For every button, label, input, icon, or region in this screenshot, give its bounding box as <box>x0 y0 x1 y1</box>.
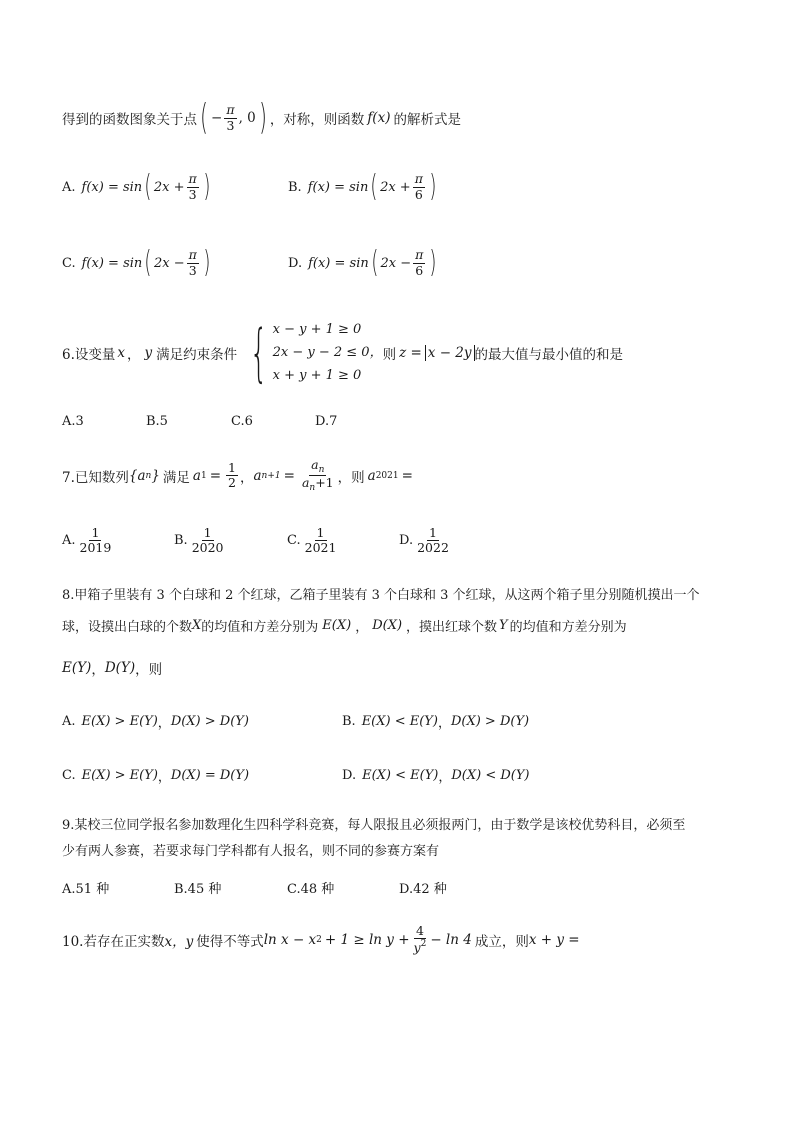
q10-stem: 10.若存在正实数 x，y 使得不等式 ln x − x 2 + 1 ≥ ln y + $\frac{4}{y^2}$ − ln 4 成立，则 x + y = <box>62 923 580 956</box>
q8-option-c[interactable]: C. E(X) > E(Y) ， D(X) = D(Y) <box>62 768 250 785</box>
q5-option-b[interactable]: B. f(x) = sin ( 2x + $\frac{\pi}{6}$ ) <box>288 169 437 204</box>
q7-option-a[interactable]: A. $\frac{1}{2019}$ <box>62 525 112 556</box>
intro-func: f(x) <box>367 110 391 126</box>
q8-option-d[interactable]: D. E(X) < E(Y) ， D(X) < D(Y) <box>342 768 530 785</box>
point-fraction: $\frac{\pi}{3}$ <box>226 102 235 133</box>
q7-option-c[interactable]: C. $\frac{1}{2021}$ <box>287 525 337 556</box>
q9-option-a[interactable]: A.51 种 <box>62 882 110 897</box>
q9-line-1: 9.某校三位同学报名参加数理化生四科学科竞赛，每人限报且必须报两门，由于数学是该校优势科目，必须至 <box>62 818 686 833</box>
q5-option-c[interactable]: C. f(x) = sin ( 2x − $\frac{\pi}{3}$ ) <box>62 245 211 280</box>
right-paren: ) <box>258 97 267 138</box>
q9-line-2: 少有两人参赛，若要求每门学科都有人报名，则不同的参赛方案有 <box>62 844 440 859</box>
constraint-system: { x − y + 1 ≥ 0 2x − y − 2 ≤ 0， x + y + 1 ≥ 0 <box>250 315 383 389</box>
q6-option-d[interactable]: D.7 <box>315 414 338 429</box>
q9-option-d[interactable]: D.42 种 <box>399 882 447 897</box>
q5-option-a[interactable]: A. f(x) = sin ( 2x + $\frac{\pi}{3}$ ) <box>62 169 211 204</box>
q6-option-c[interactable]: C.6 <box>231 414 253 429</box>
q7-option-b[interactable]: B. $\frac{1}{2020}$ <box>174 525 224 556</box>
q8-option-a[interactable]: A. E(X) > E(Y) ， D(X) > D(Y) <box>62 714 249 731</box>
q6-stem: 6.设变量 x ， y 满足约束条件 { x − y + 1 ≥ 0 2x − y − 2 ≤ 0， x + y + 1 ≥ 0 则 z = x − 2y 的最大值与最小值的和是 <box>62 315 624 389</box>
q5-option-d[interactable]: D. f(x) = sin ( 2x − $\frac{\pi}{6}$ ) <box>288 245 437 280</box>
q8-option-b[interactable]: B. E(X) < E(Y) ， D(X) > D(Y) <box>342 714 530 731</box>
q9-option-c[interactable]: C.48 种 <box>287 882 335 897</box>
q8-line-2: 球，设摸出白球的个数 X 的均值和方差分别为 E(X) ， D(X) ，摸出红球个数 Y 的均值和方差分别为 <box>62 618 627 635</box>
intro-text: 得到的函数图象关于点 <box>62 112 197 128</box>
abs-expression: x − 2y <box>425 345 475 361</box>
q7-stem: 7.已知数列 {a n } 满足 a 1 = $\frac{1}{2}$ ， a n+1 = $\frac{a_n}{a_n+1}$ ，则 a 2021 = <box>62 457 413 494</box>
q7-option-d[interactable]: D. $\frac{1}{2022}$ <box>399 525 449 556</box>
q8-line-3: E(Y) ， D(Y) ，则 <box>62 660 163 678</box>
q9-option-b[interactable]: B.45 种 <box>174 882 222 897</box>
q6-option-b[interactable]: B.5 <box>146 414 168 429</box>
q6-option-a[interactable]: A.3 <box>62 414 84 429</box>
left-paren: ( <box>200 97 208 138</box>
q8-line-1: 8.甲箱子里装有 3 个白球和 2 个红球，乙箱子里装有 3 个白球和 3 个红球，从这两个箱子里分别随机摸出一个 <box>62 588 700 603</box>
q5-intro: 得到的函数图象关于点 ( − $\frac{\pi}{3}$ , 0 ) ，对称，则函数 f(x) 的解析式是 <box>62 97 461 138</box>
